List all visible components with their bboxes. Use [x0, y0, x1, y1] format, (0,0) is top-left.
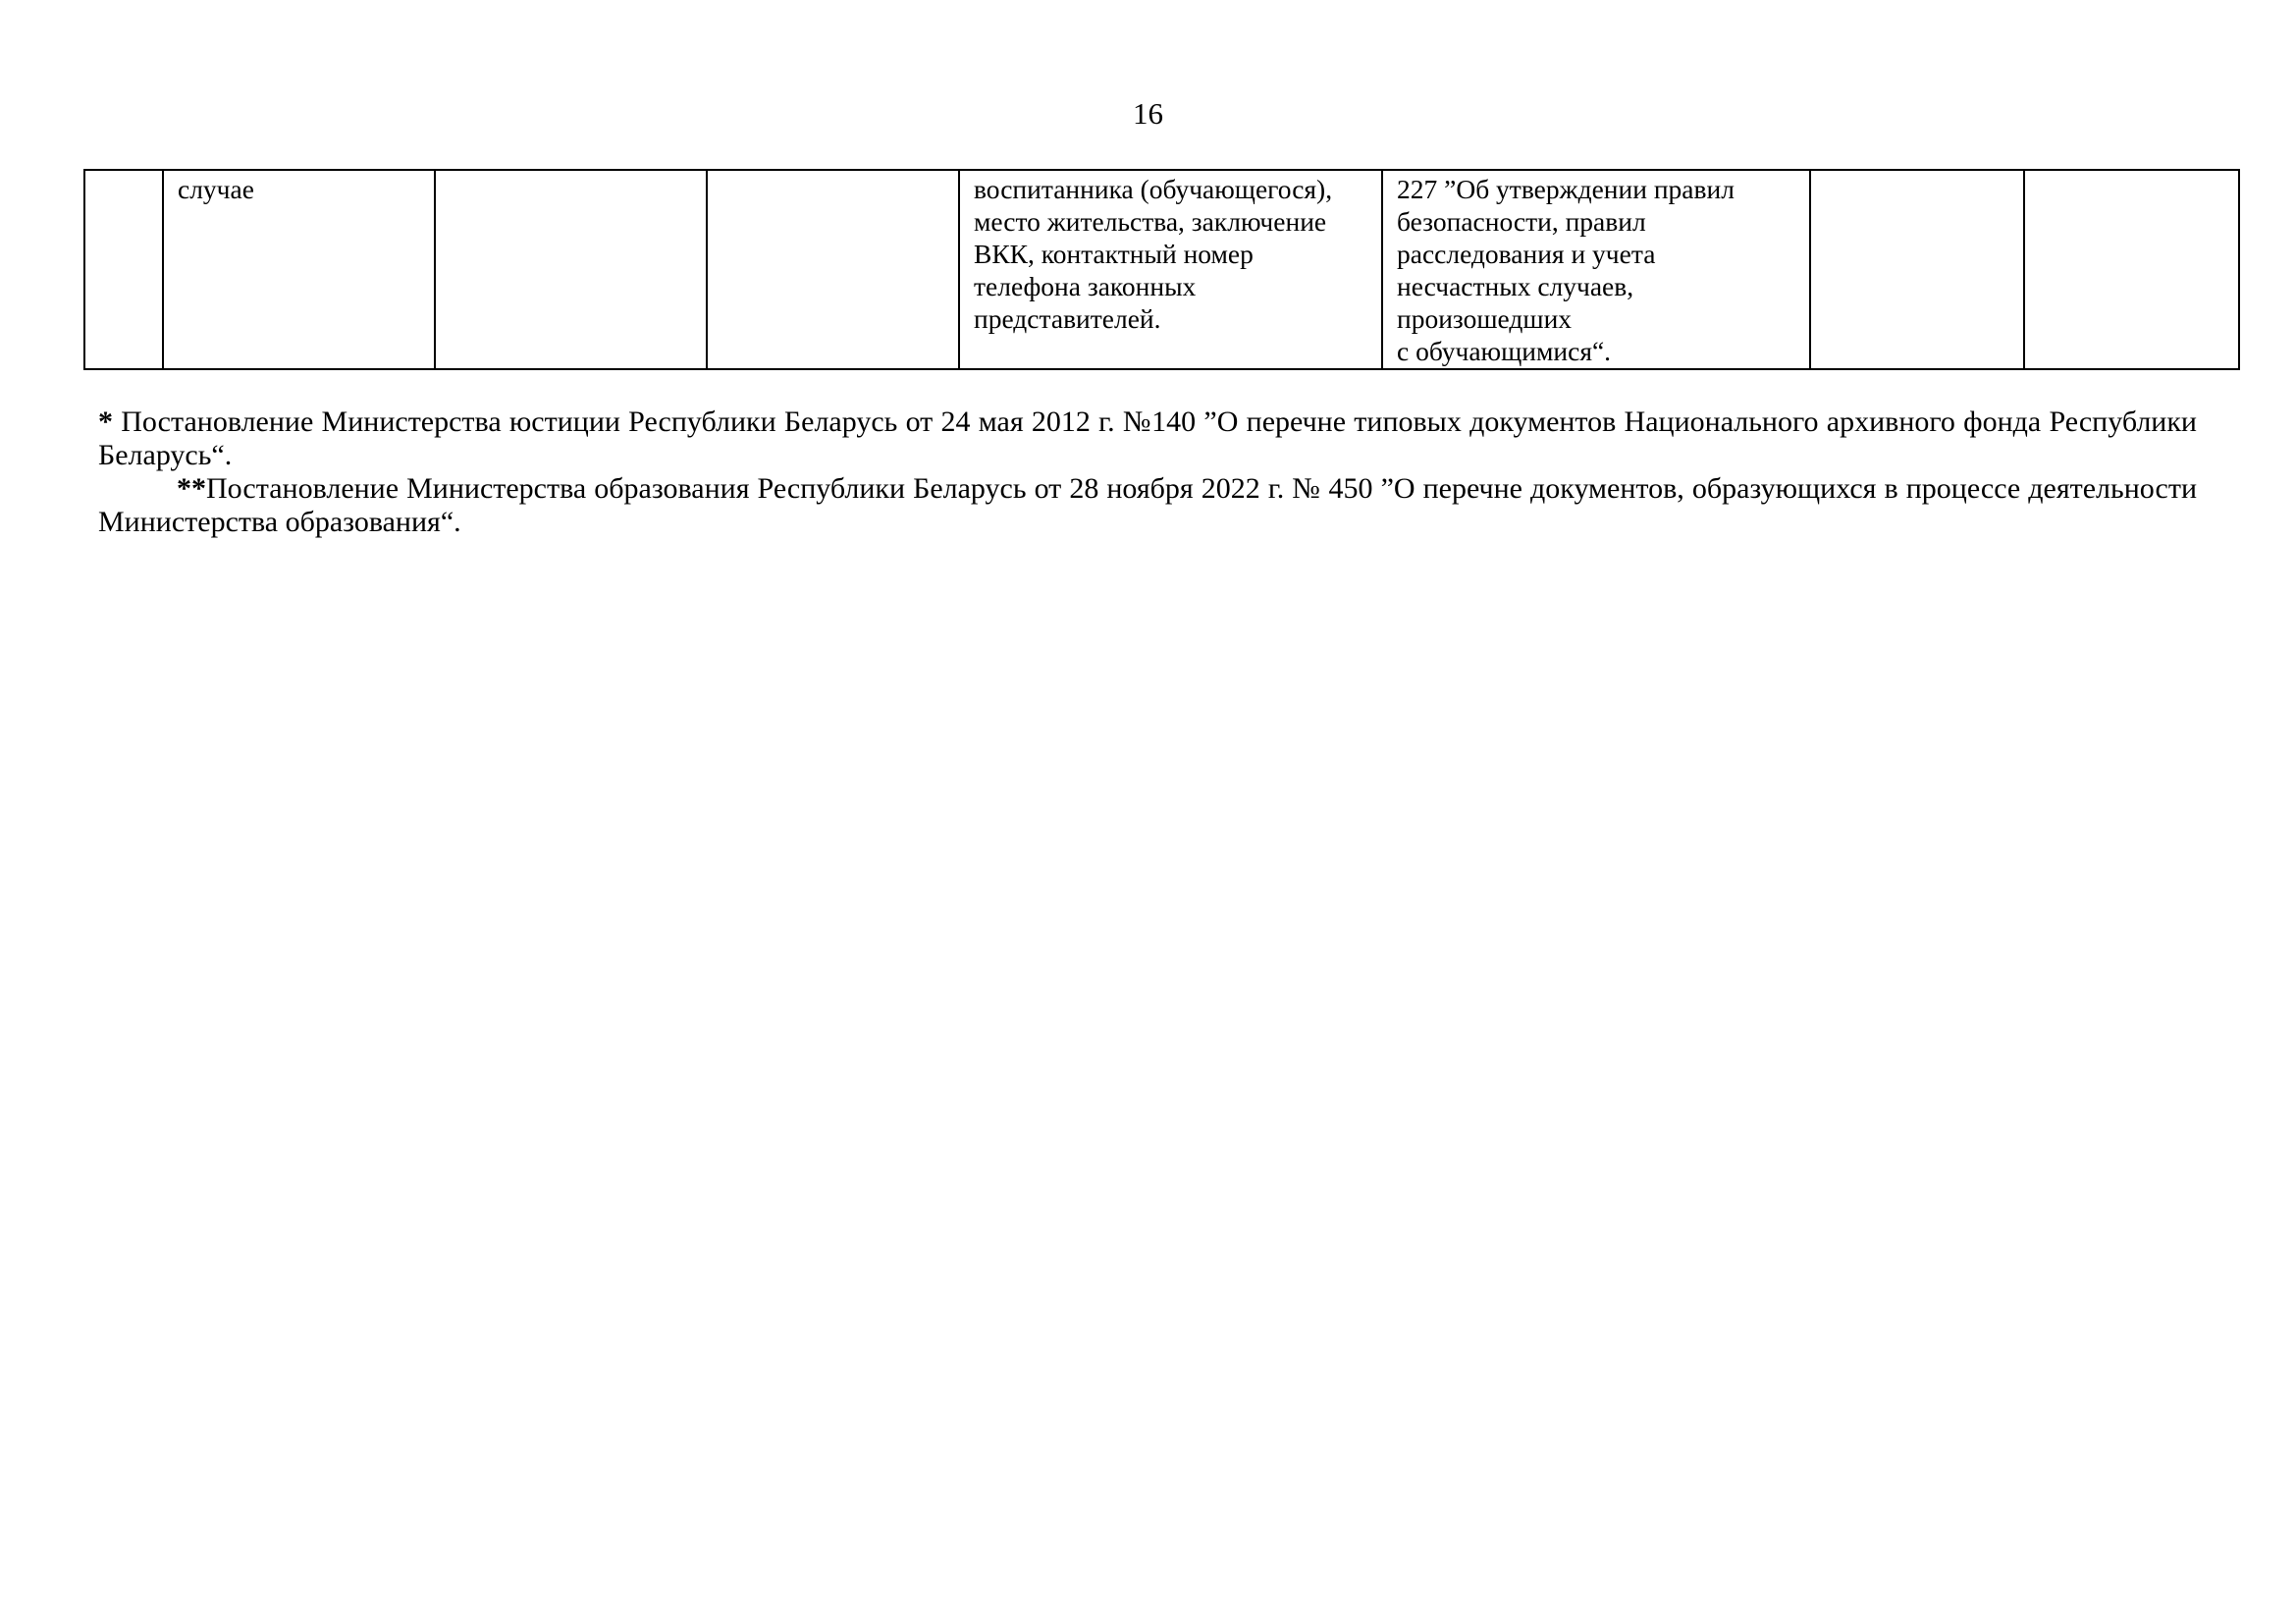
- page-number: 16: [1133, 96, 1163, 131]
- footnote-2: [98, 472, 2197, 539]
- cell-text-line: расследования и учета: [1397, 239, 1656, 269]
- footnote-marker: *: [98, 406, 113, 438]
- cell-text-line: телефона законных: [974, 271, 1197, 301]
- table-cell-number: [84, 170, 163, 369]
- cell-text-line: несчастных случаев,: [1397, 271, 1634, 301]
- cell-text-line: безопасности, правил: [1397, 206, 1646, 237]
- cell-text: случае: [178, 174, 254, 204]
- cell-text-line: 227 ”Об утверждении правил: [1397, 174, 1735, 204]
- footnote-text: Постановление Министерства образования Республики Беларусь от 28 ноября 2022 г. № 450 ”О перечне документов, образующихся в процессе деятельности Министерства образования“.: [98, 472, 2197, 538]
- table-cell-3: [435, 170, 707, 369]
- cell-text-line: произошедших: [1397, 303, 1573, 334]
- cell-text-line: воспитанника (обучающегося),: [974, 174, 1333, 204]
- table-cell-7: [1810, 170, 2024, 369]
- table-cell-name: [163, 170, 435, 369]
- footnote-text: Постановление Министерства юстиции Республики Беларусь от 24 мая 2012 г. №140 ”О перечне типовых документов Национального архивного фонда Республики Беларусь“.: [98, 406, 2197, 471]
- table-cell-legal-basis: [1382, 170, 1810, 369]
- cell-text-line: ВКК, контактный номер: [974, 239, 1254, 269]
- footnote-1: [98, 406, 2197, 472]
- cell-text-line: представителей.: [974, 303, 1161, 334]
- document-table: [83, 169, 2240, 370]
- table-cell-contents: [959, 170, 1382, 369]
- cell-text-line: место жительства, заключение: [974, 206, 1327, 237]
- table-row: [84, 170, 2239, 369]
- footnote-marker: **: [177, 472, 206, 505]
- cell-text-line: с обучающимися“.: [1397, 336, 1612, 366]
- table-cell-4: [707, 170, 959, 369]
- table-cell-8: [2024, 170, 2239, 369]
- footnotes: [98, 406, 2197, 539]
